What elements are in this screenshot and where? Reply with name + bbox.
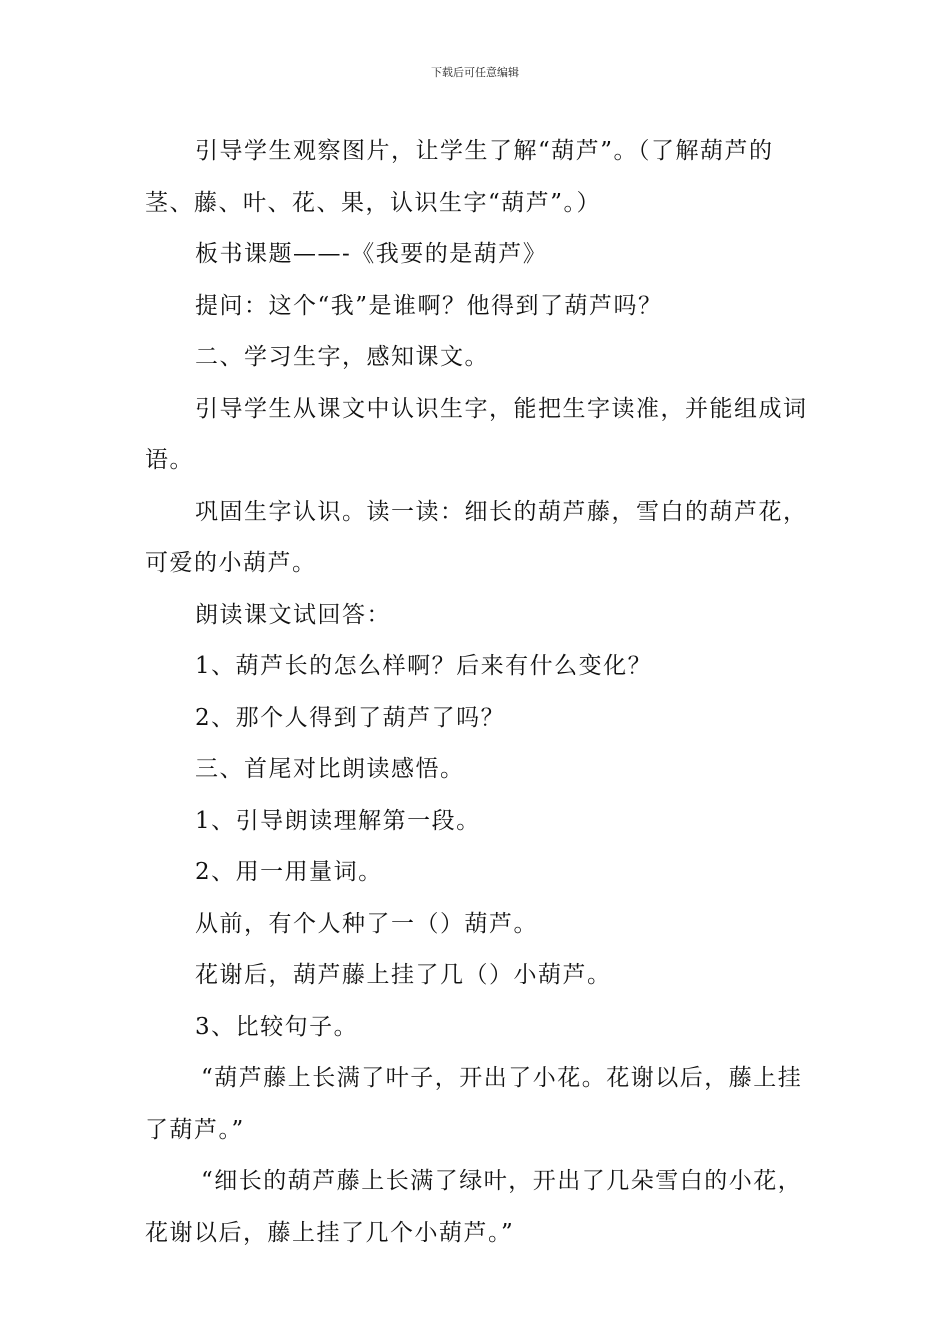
list-item-step3: 3、比较句子。 <box>195 1013 359 1040</box>
paragraph-board-title: 板书课题——-《我要的是葫芦》 <box>195 241 548 267</box>
paragraph-learn-characters: 引导学生从课文中认识生字，能把生字读准，并能组成词语。 <box>145 395 808 473</box>
fill-in-sentence-2: 花谢后，葫芦藤上挂了几（）小葫芦。 <box>195 962 612 988</box>
list-item-q2: 2、那个人得到了葫芦了吗？ <box>195 704 506 731</box>
fill-in-sentence-1: 从前，有个人种了一（）葫芦。 <box>195 910 538 937</box>
quote-sentence-2: “细长的葫芦藤上长满了绿叶，开出了几朵雪白的小花，花谢以后，藤上挂了几个小葫芦。” <box>145 1168 803 1246</box>
list-item-step1: 1、引导朗读理解第一段。 <box>195 807 481 834</box>
page-header: 下载后可任意编辑 <box>431 66 519 79</box>
section-heading-3: 三、首尾对比朗读感悟。 <box>195 756 465 782</box>
quote-sentence-1: “葫芦藤上长满了叶子，开出了小花。花谢以后，藤上挂了葫芦。” <box>145 1065 803 1143</box>
paragraph-observe-picture: 引导学生观察图片，让学生了解“葫芦”。（了解葫芦的茎、藤、叶、花、果，认识生字“葫芦”。） <box>145 138 774 216</box>
document-body <box>145 126 810 1259</box>
paragraph-question: 提问：这个“我”是谁啊？他得到了葫芦吗？ <box>195 292 663 319</box>
paragraph-read-answer: 朗读课文试回答： <box>195 601 391 628</box>
list-item-step2: 2、用一用量词。 <box>195 859 383 885</box>
section-heading-2: 二、学习生字，感知课文。 <box>195 344 489 370</box>
paragraph-consolidate: 巩固生字认识。读一读：细长的葫芦藤，雪白的葫芦花，可爱的小葫芦。 <box>145 498 808 576</box>
list-item-q1: 1、葫芦长的怎么样啊？后来有什么变化？ <box>195 653 653 679</box>
